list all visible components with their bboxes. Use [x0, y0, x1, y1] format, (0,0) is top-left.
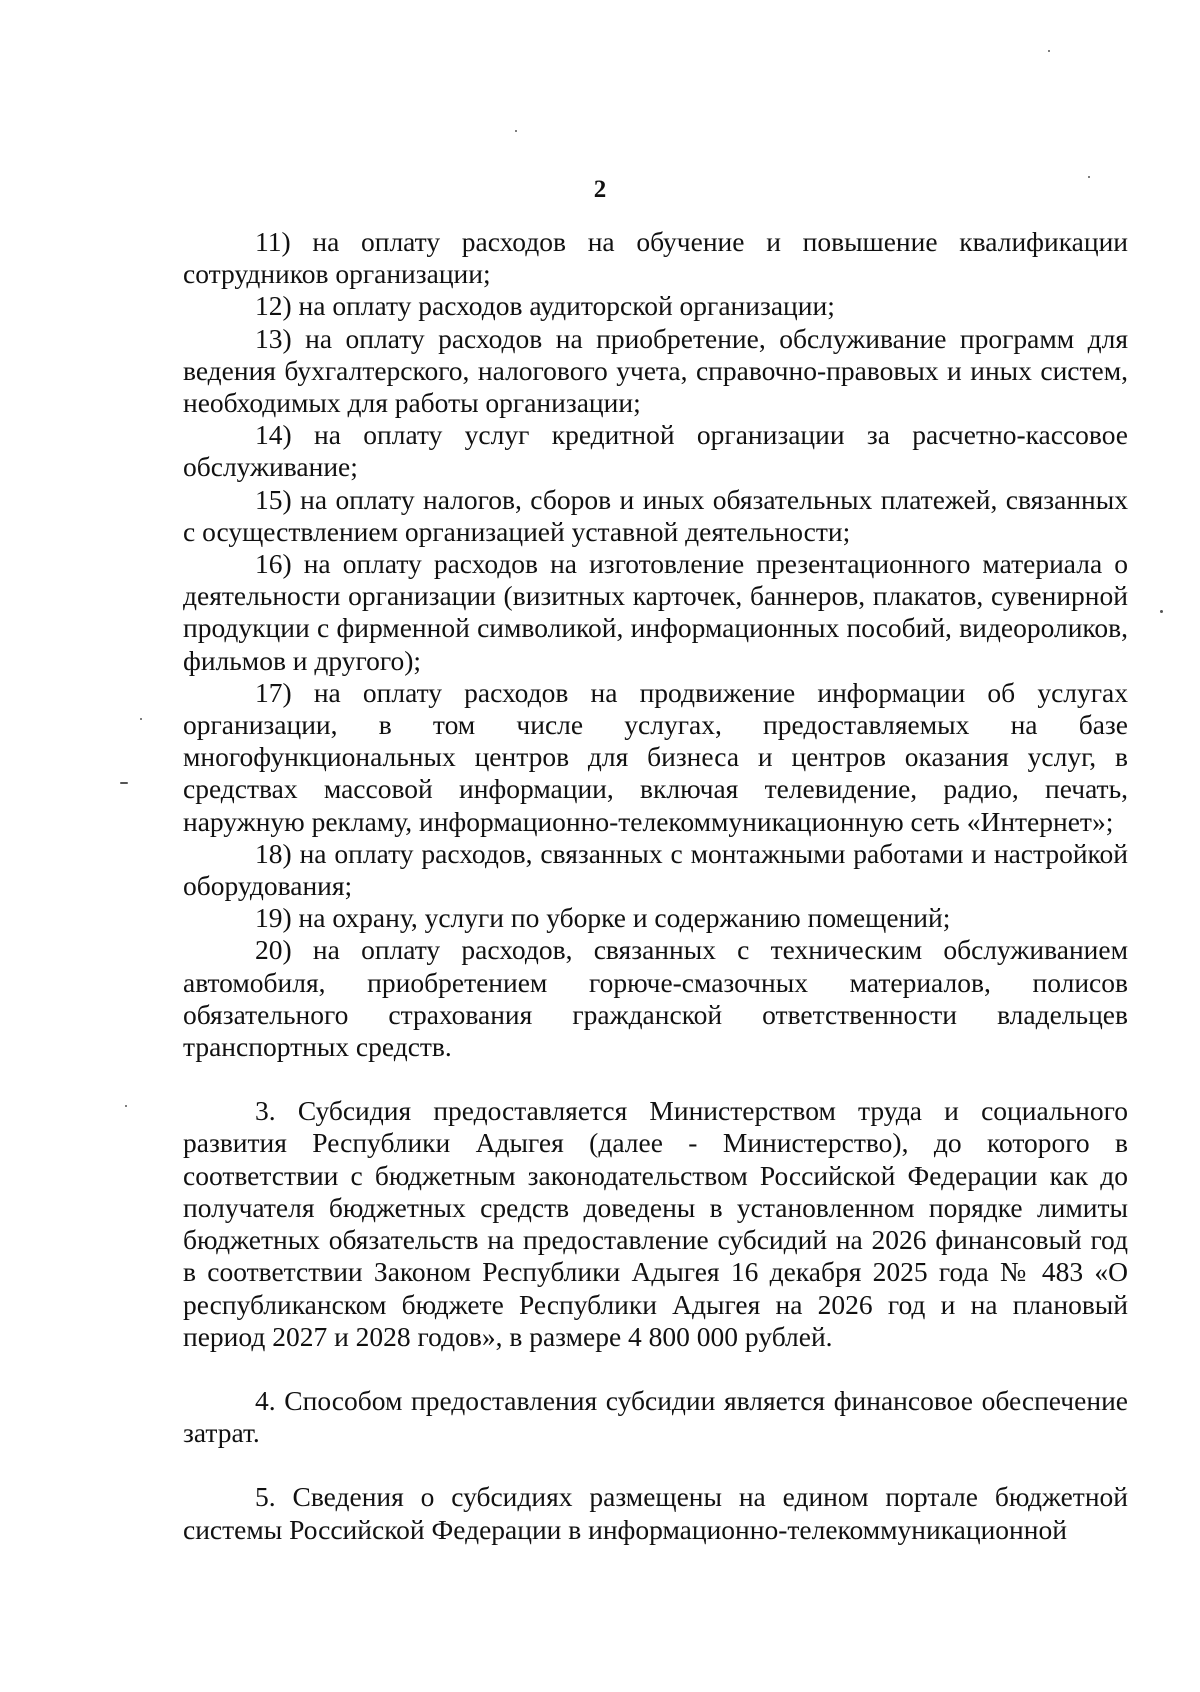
scan-speck [140, 718, 142, 720]
scan-speck [1048, 50, 1050, 52]
list-item-16: 16) на оплату расходов на изготовление презентационного материала о деятельности организации (визитных карточек, баннеров, плакатов, сувенирной продукции с фирменной символикой, информационных пособий, видеороликов, фильмов и другого); [183, 548, 1128, 676]
section-5-paragraph: 5. Сведения о субсидиях размещены на едином портале бюджетной системы Российской Федерации в информационно-телекоммуникационной [183, 1481, 1128, 1545]
scan-speck [125, 1105, 127, 1107]
document-body [183, 226, 1128, 1546]
list-item-17: 17) на оплату расходов на продвижение информации об услугах организации, в том числе услугах, предоставляемых на базе многофункциональных центров для бизнеса и центров оказания услуг, в средствах массовой информации, включая телевидение, радио, печать, наружную рекламу, информационно-телекоммуникационную сеть «Интернет»; [183, 676, 1128, 837]
list-item-18: 18) на оплату расходов, связанных с монтажными работами и настройкой оборудования; [183, 837, 1128, 902]
scan-speck [1160, 610, 1163, 613]
scan-speck [1088, 176, 1090, 178]
page-number: 2 [593, 176, 607, 203]
list-item-11: 11) на оплату расходов на обучение и повышение квалификации сотрудников организации; [183, 226, 1128, 290]
list-item-14: 14) на оплату услуг кредитной организации за расчетно-кассовое обслуживание; [183, 419, 1128, 483]
section-4-paragraph: 4. Способом предоставления субсидии является финансовое обеспечение затрат. [183, 1384, 1128, 1449]
section-3-paragraph: 3. Субсидия предоставляется Министерством труда и социального развития Республики Адыгея (далее - Министерство), до которого в соответствии с бюджетным законодательством Российской Федерации как до получателя бюджетных средств доведены в установленном порядке лимиты бюджетных обязательств на предоставление субсидий на 2026 финансовый год в соответствии Законом Республики Адыгея 16 декабря 2025 года № 483 «О республиканском бюджете Республики Адыгея на 2026 год и на плановый период 2027 и 2028 годов», в размере 4 800 000 рублей. [183, 1095, 1128, 1352]
scan-speck [120, 782, 128, 784]
list-item-13: 13) на оплату расходов на приобретение, обслуживание программ для ведения бухгалтерского, налогового учета, справочно-правовых и иных систем, необходимых для работы организации; [183, 322, 1128, 419]
list-item-19: 19) на охрану, услуги по уборке и содержанию помещений; [255, 902, 951, 934]
list-item-15: 15) на оплату налогов, сборов и иных обязательных платежей, связанных с осуществлением организацией уставной деятельности; [183, 483, 1128, 547]
list-item-20: 20) на оплату расходов, связанных с техническим обслуживанием автомобиля, приобретением горюче-смазочных материалов, полисов обязательного страхования гражданской ответственности владельцев транспортных средств. [183, 934, 1128, 1063]
list-item-12: 12) на оплату расходов аудиторской организации; [255, 290, 835, 322]
scan-speck [515, 130, 517, 132]
